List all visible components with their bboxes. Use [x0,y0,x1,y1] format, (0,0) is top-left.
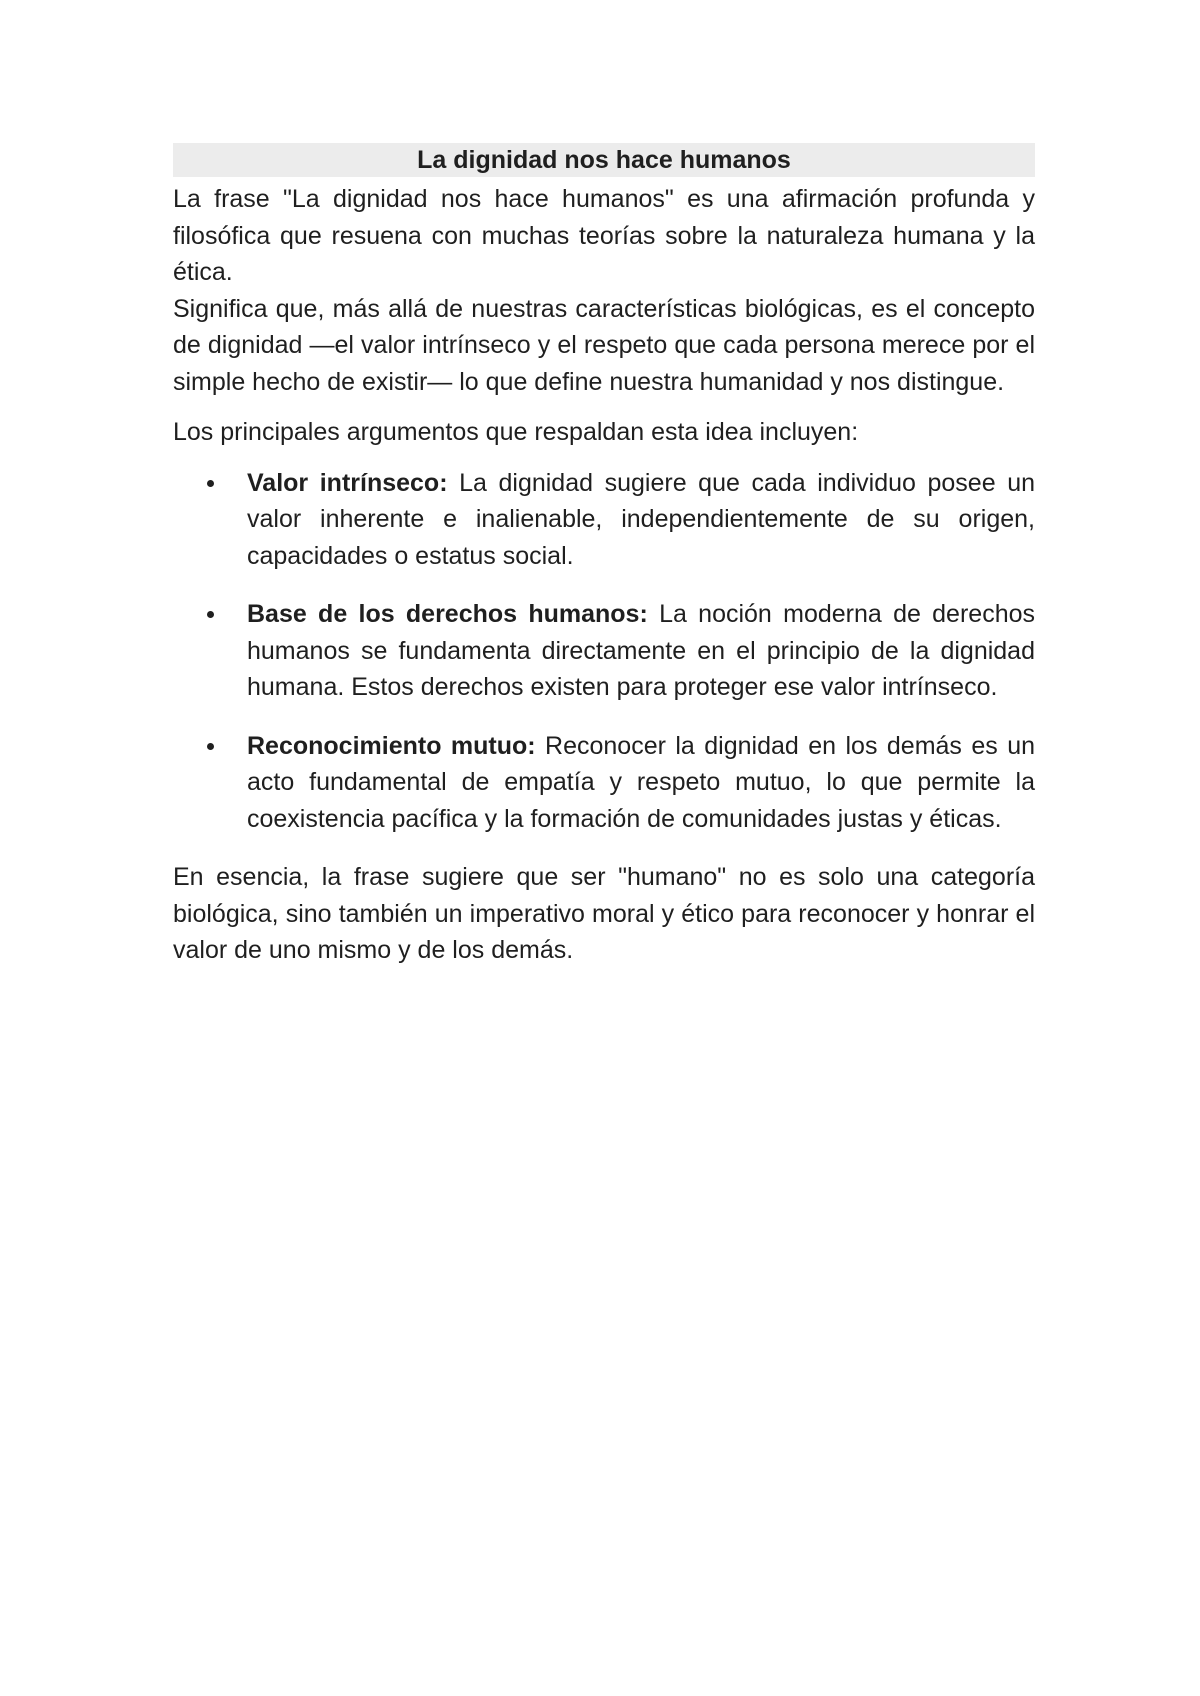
document-title: La dignidad nos hace humanos [173,143,1035,177]
bullet-icon [207,743,214,750]
conclusion-paragraph: En esencia, la frase sugiere que ser "humano" no es solo una categoría biológica, sino también un imperativo moral y ético para reconocer y honrar el valor de uno mismo y de los demás. [173,863,1035,964]
list-item [173,728,1035,838]
list-item [173,465,1035,575]
bullet-icon [207,611,214,618]
document-page [173,143,1035,969]
intro-paragraph-1: La frase "La dignidad nos hace humanos" es una afirmación profunda y filosófica que resuena con muchas teorías sobre la naturaleza humana y la ética. [173,185,1035,286]
arguments-list [173,465,1035,838]
bullet-term: Valor intrínseco: [247,468,448,497]
list-item [173,596,1035,706]
bullet-text: La dignidad sugiere que cada individuo posee un valor inherente e inalienable, independientemente de su origen, capacidades o estatus social. [247,468,1036,570]
bullet-text: Reconocer la dignidad en los demás es un acto fundamental de empatía y respeto mutuo, lo que permite la coexistencia pacífica y la formación de comunidades justas y éticas. [247,731,1036,833]
bullet-term: Base de los derechos humanos: [247,600,648,628]
bullet-term: Reconocimiento mutuo: [247,731,536,760]
bullet-text: La noción moderna de derechos humanos se fundamenta directamente en el principio de la dignidad humana. Estos derechos existen para proteger ese valor intrínseco. [247,600,1035,701]
list-intro: Los principales argumentos que respaldan esta idea incluyen: [173,418,859,446]
intro-paragraph-2: Significa que, más allá de nuestras características biológicas, es el concepto de dignidad —el valor intrínseco y el respeto que cada persona merece por el simple hecho de existir— lo que define nuestra humanidad y nos distingue. [173,294,1035,396]
bullet-icon [207,480,214,487]
